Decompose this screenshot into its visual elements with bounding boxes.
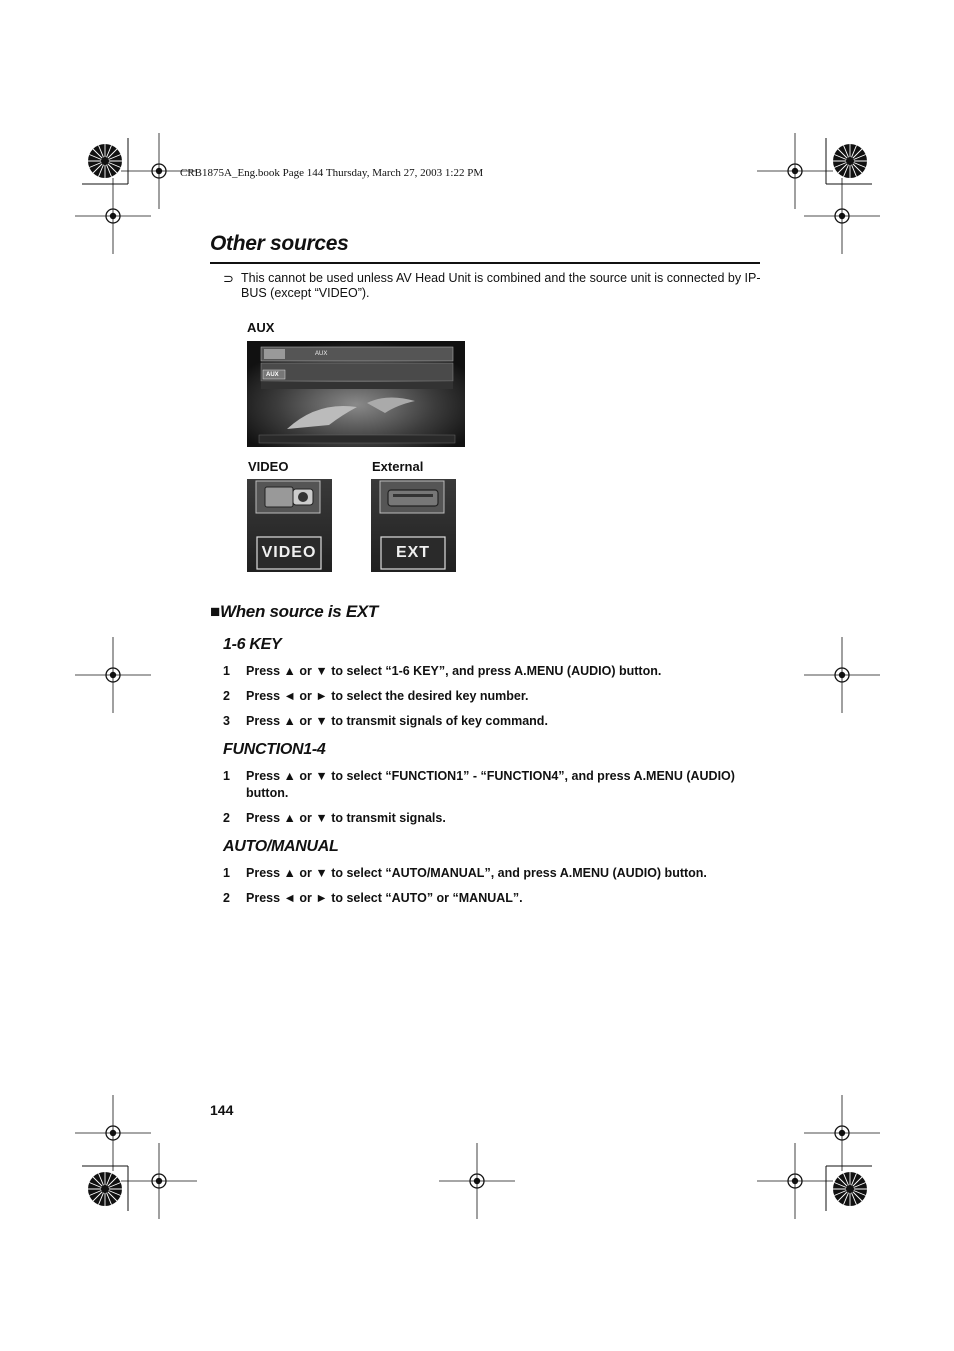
note (223, 271, 763, 301)
step-number: 3 (223, 714, 230, 728)
step-number: 2 (223, 811, 230, 825)
step-text: Press ▲ or ▼ to transmit signals of key command. (246, 714, 548, 728)
aux-screen-graphic (247, 341, 465, 447)
step-number: 2 (223, 689, 230, 703)
title-divider (210, 262, 760, 264)
step-text: Press ◄ or ► to select the desired key number. (246, 689, 529, 703)
aux-label: AUX (247, 320, 275, 335)
list-item (223, 713, 753, 730)
video-icon-image (247, 479, 332, 572)
step-number: 1 (223, 769, 230, 783)
video-icon-text: VIDEO (261, 544, 317, 561)
external-icon-image (371, 479, 456, 572)
external-label: External (372, 459, 424, 474)
step-text: Press ▲ or ▼ to select “FUNCTION1” - “FUNCTION4”, and press A.MENU (AUDIO) button. (246, 769, 735, 800)
external-icon-text: EXT (395, 544, 431, 561)
video-label: VIDEO (248, 459, 289, 474)
step-text: Press ▲ or ▼ to select “1-6 KEY”, and press A.MENU (AUDIO) button. (246, 664, 662, 678)
list-item (223, 768, 753, 802)
aux-screen-badge: AUX (266, 372, 279, 378)
step-number: 1 (223, 664, 230, 678)
file-info-header: CRB1875A_Eng.book Page 144 Thursday, March 27, 2003 1:22 PM (180, 167, 484, 179)
page-title: Other sources (210, 232, 349, 255)
aux-screen-image (247, 341, 465, 447)
step-number: 1 (223, 866, 230, 880)
note-text: This cannot be used unless AV Head Unit is combined and the source unit is connected by IP-BUS (except “VIDEO”). (241, 271, 761, 300)
section-heading: ■When source is EXT (210, 602, 378, 621)
step-text: Press ▲ or ▼ to transmit signals. (246, 811, 446, 825)
list-item (223, 688, 753, 705)
list-item (223, 810, 753, 827)
note-arrow-icon: ⊃ (223, 271, 234, 286)
step-text: Press ▲ or ▼ to select “AUTO/MANUAL”, and press A.MENU (AUDIO) button. (246, 866, 707, 880)
list-item (223, 663, 753, 680)
page-number: 144 (210, 1102, 234, 1118)
list-item (223, 865, 753, 882)
aux-screen-source-text: AUX (315, 351, 328, 357)
subsection-title-function: FUNCTION1-4 (223, 741, 326, 758)
step-text: Press ◄ or ► to select “AUTO” or “MANUAL”. (246, 891, 523, 905)
list-item (223, 890, 753, 907)
step-number: 2 (223, 891, 230, 905)
subsection-title-1-6-key: 1-6 KEY (223, 636, 282, 653)
subsection-title-auto-manual: AUTO/MANUAL (223, 838, 339, 855)
